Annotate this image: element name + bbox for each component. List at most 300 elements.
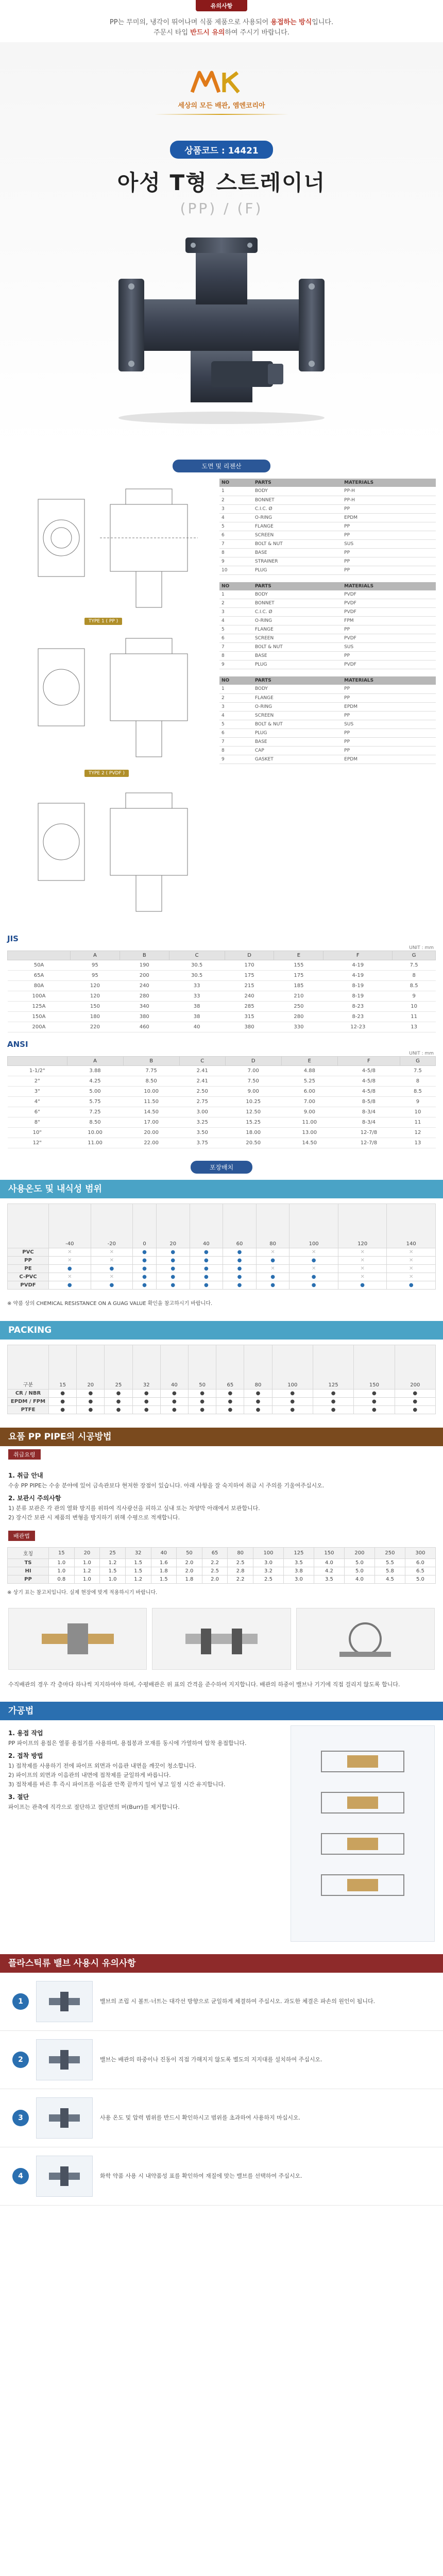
table-row [219,539,436,548]
table-row [8,1559,436,1567]
range-cell: ✕ [387,1273,436,1281]
table-header: A [70,951,120,960]
table-row [8,1248,436,1257]
table-header: 150 [314,1548,344,1559]
table-cell: 280 [274,1012,323,1022]
table-header: 40 [190,1204,223,1248]
table-cell: 3.75 [179,1138,225,1148]
table-row [219,617,436,625]
table-header: 200 [344,1548,374,1559]
table-cell: BASE [253,548,342,557]
table-header: C [169,951,225,960]
table-row [8,1128,436,1138]
table-cell: 14.50 [123,1107,179,1117]
table-cell: 14.50 [281,1138,337,1148]
range-cell: ✕ [387,1248,436,1257]
table-cell: ● [189,1406,216,1414]
table-cell: 6" [8,1107,67,1117]
table-row [219,660,436,669]
table-cell: 11 [393,1012,436,1022]
table-cell: SUS [342,539,436,548]
table-cell: ● [354,1389,395,1398]
method-heading-3: 3. 절단 [8,1793,29,1801]
table-cell: 8-23 [323,1002,393,1012]
table-cell: 8-5/8 [337,1097,400,1107]
table-row [8,1265,436,1273]
product-title: 아성 T형 스트레이너 [117,170,326,195]
table-cell: ● [272,1389,313,1398]
table-cell: EPDM [342,755,436,764]
table-row [8,1087,436,1097]
table-cell: 13 [400,1138,435,1148]
table-cell: BOLT & NUT [253,720,342,728]
slogan: 세상의 모든 배관, 엠엔코리아 [178,102,265,110]
table-cell: 4-5/8 [337,1066,400,1076]
table-header: 200 [395,1345,435,1389]
table-cell: 4-5/8 [337,1087,400,1097]
table-cell: ● [49,1389,77,1398]
table-cell: 38 [169,1002,225,1012]
table-cell: 380 [120,1012,169,1022]
install-paragraph: 2) 장시간 보관 시 제품의 변형을 방지하기 위해 수평으로 적재합니다. [8,1514,180,1521]
table-cell: 2 [219,599,253,608]
table-row [8,1107,436,1117]
table-cell: 11.00 [67,1138,123,1148]
table-cell: 9 [219,755,253,764]
table-cell: ● [160,1398,188,1406]
table-cell: ● [313,1389,353,1398]
table-header: 65 [202,1548,228,1559]
table-cell: 6 [219,634,253,643]
table-row [219,590,436,599]
table-cell: ● [189,1398,216,1406]
table-cell: ● [354,1398,395,1406]
table-cell: BOLT & NUT [253,539,342,548]
table-cell: 2.0 [202,1575,228,1584]
table-cell: 2.50 [179,1087,225,1097]
table-cell: 5 [219,720,253,728]
table-cell: 2.75 [179,1097,225,1107]
range-cell: ● [190,1265,223,1273]
table-row [219,522,436,531]
table-row [219,496,436,504]
table-cell: 180 [70,1012,120,1022]
table-cell: 95 [70,971,120,981]
table-row [219,693,436,702]
table-header: 15 [49,1548,75,1559]
table-header: 250 [374,1548,405,1559]
support-image-3 [296,1608,435,1670]
material-range-header-row [8,1204,436,1248]
table-cell: 2.5 [202,1567,228,1575]
table-cell: PP [342,693,436,702]
table-cell: 18.00 [225,1128,281,1138]
table-row [219,702,436,711]
table-cell: 8-3/4 [337,1107,400,1117]
range-cell: ✕ [387,1265,436,1273]
notice-section [0,0,443,42]
table-cell: 1.0 [49,1567,75,1575]
table-header: NO [219,582,253,590]
packing-table [7,1345,436,1414]
table-header: B [120,951,169,960]
range-cell: ✕ [289,1265,338,1273]
table-cell: FLANGE [253,625,342,634]
precaution-list [0,1973,443,2206]
table-cell: 7.50 [225,1076,281,1087]
table-header: 32 [132,1345,160,1389]
table-cell: 3 [219,702,253,711]
table-cell: 33 [169,991,225,1002]
table-cell: 22.00 [123,1138,179,1148]
ansi-unit: UNIT : mm [409,1051,434,1056]
table-cell: 2.2 [228,1575,253,1584]
packing-header: PACKING [0,1321,443,1340]
table-header: 125 [283,1548,314,1559]
joint-table-body [8,1559,436,1584]
table-cell: 8-19 [323,981,393,991]
table-row [219,557,436,566]
material-name: PVC [8,1248,49,1257]
precaution-text: 사용 온도 및 압력 범위를 반드시 확인하시고 범위를 초과하여 사용하지 마십시오. [100,2114,301,2121]
valve-icon [36,2097,93,2139]
support-image-1 [8,1608,147,1670]
table-row [8,991,436,1002]
pp-pipe-header: 요품 PP PIPE의 시공방법 [0,1428,443,1446]
table-cell: 4 [219,617,253,625]
ansi-table-body [8,1066,436,1148]
table-cell: PP [8,1575,49,1584]
table-cell: PLUG [253,660,342,669]
table-row [8,1076,436,1087]
precaution-number: 4 [12,2168,29,2184]
range-cell: ● [156,1248,190,1257]
table-header: G [393,951,436,960]
table-header: C [179,1057,225,1066]
table-header: 50 [177,1548,202,1559]
table-cell: 10.00 [123,1087,179,1097]
table-cell: 5.0 [344,1559,374,1567]
table-row [8,981,436,991]
ansi-header-row [8,1057,436,1066]
table-row [219,625,436,634]
table-cell: ● [216,1406,244,1414]
table-cell: 3" [8,1087,67,1097]
table-cell: 155 [274,960,323,971]
table-cell: 4.2 [314,1567,344,1575]
range-cell: ✕ [338,1257,387,1265]
table-cell: 2.2 [202,1559,228,1567]
table-cell: 7.75 [123,1066,179,1076]
table-header [8,951,71,960]
notice-line1-b: 입니다. [312,19,334,26]
table-cell: 4-19 [323,960,393,971]
table-cell: 4.0 [344,1575,374,1584]
table-header: MATERIALS [342,479,436,487]
table-cell: 10 [400,1107,435,1117]
table-cell: 8-3/4 [337,1117,400,1128]
table-cell: PVDF [342,599,436,608]
table-cell: PP [342,728,436,737]
table-cell: 30.5 [169,971,225,981]
range-cell: ✕ [256,1248,289,1257]
range-cell: ● [387,1281,436,1290]
table-cell: 215 [225,981,274,991]
precaution-number: 3 [12,2110,29,2126]
table-cell: PP [342,685,436,693]
notice-line2-emphasis: 반드시 유의 [190,29,225,37]
notice-line1-a: PP는 무미의, 냉각이 뛰어나며 식품 제품으로 사용되어 [109,19,271,26]
support-images [0,1603,443,1675]
table-cell: 340 [120,1002,169,1012]
table-cell: 10 [393,1002,436,1012]
range-cell: ● [133,1248,157,1257]
product-code-badge: 상품코드 : 14421 [170,141,273,159]
table-cell: C.I.C. Ø [253,504,342,513]
table-cell: 2 [219,693,253,702]
range-cell: ● [289,1273,338,1281]
table-cell: 9.00 [281,1107,337,1117]
table-cell: 175 [274,971,323,981]
table-cell: 285 [225,1002,274,1012]
method-illustration [291,1725,435,1942]
table-cell: 9 [393,991,436,1002]
table-row [8,1281,436,1290]
table-cell: 8 [219,548,253,557]
table-cell: 220 [70,1022,120,1032]
table-cell: 65A [8,971,71,981]
table-cell: 15.25 [225,1117,281,1128]
table-cell: 1.5 [125,1567,151,1575]
table-cell: 8 [219,652,253,660]
table-cell: ● [272,1398,313,1406]
precaution-text: 밸브는 배관의 하중이나 진동이 직접 가해지지 않도록 별도의 지지대를 설치하여 주십시오. [100,2056,322,2063]
table-cell: 1.0 [100,1575,126,1584]
table-cell: 10.25 [225,1097,281,1107]
table-cell: 8" [8,1117,67,1128]
table-cell: O-RING [253,513,342,522]
parts-table-1-body [219,487,436,574]
table-row [219,566,436,574]
table-header: F [323,951,393,960]
table-cell: 8.50 [67,1117,123,1128]
table-cell: FLANGE [253,693,342,702]
table-cell: 4.5 [374,1575,405,1584]
table-row [8,1567,436,1575]
table-header: MATERIALS [342,582,436,590]
table-cell: PP [342,711,436,720]
table-cell: 5.0 [344,1567,374,1575]
table-header: 25 [100,1548,126,1559]
precaution-item [0,2031,443,2089]
method-paragraph: 1) 접착제를 사용하기 전에 파이프 외면과 이음관 내면을 깨끗이 청소합니다. [8,1762,197,1769]
table-cell: 8 [219,746,253,755]
table-row [8,1097,436,1107]
table-cell: BONNET [253,496,342,504]
table-header: 32 [125,1548,151,1559]
table-cell: 7.5 [393,960,436,971]
range-cell: ✕ [256,1265,289,1273]
table-cell: ● [132,1398,160,1406]
table-cell: 3.88 [67,1066,123,1076]
table-cell: C.I.C. Ø [253,608,342,617]
range-cell: ● [91,1265,133,1273]
precaution-number: 2 [12,2052,29,2068]
table-cell: 1.5 [125,1559,151,1567]
table-cell: 8-23 [323,1012,393,1022]
table-cell: 4.88 [281,1066,337,1076]
table-cell: 10.00 [67,1128,123,1138]
valve-icon [36,1981,93,2022]
precaution-text: 밸브의 조립 시 볼트·너트는 대각선 방향으로 균일하게 체결하여 주십시오. 과도한 체결은 파손의 원인이 됩니다. [100,1998,376,2005]
table-cell: 7 [219,539,253,548]
table-cell: 9 [219,557,253,566]
table-header: 0 [133,1204,157,1248]
range-cell: ● [289,1281,338,1290]
drawing-label-pvdf: TYPE 2 ( PVDF ) [84,770,129,777]
table-cell: O-RING [253,702,342,711]
table-cell: 2.41 [179,1066,225,1076]
joint-header-row [8,1548,436,1559]
range-cell: ✕ [289,1248,338,1257]
table-cell: FLANGE [253,522,342,531]
table-cell: 1.6 [151,1559,177,1567]
jis-table [7,951,436,1032]
range-cell: ● [133,1257,157,1265]
joint-note: ※ 상기 표는 참고치입니다. 실제 현장에 맞게 적용하시기 바랍니다. [7,1590,158,1596]
table-cell: ● [160,1406,188,1414]
table-cell: 8-19 [323,991,393,1002]
table-row [219,599,436,608]
table-row [8,1012,436,1022]
table-header: 구분 [8,1345,49,1389]
table-header: PARTS [253,479,342,487]
range-cell: ● [190,1257,223,1265]
table-cell: BODY [253,487,342,496]
material-range-header: 사용온도 및 내식성 범위 [0,1180,443,1198]
table-header: PARTS [253,582,342,590]
table-cell: 13.00 [281,1128,337,1138]
table-row [8,1273,436,1281]
table-cell: 460 [120,1022,169,1032]
table-cell: 12-7/8 [337,1128,400,1138]
table-cell: PLUG [253,566,342,574]
range-cell: ● [289,1257,338,1265]
table-header: F [337,1057,400,1066]
range-cell: ● [256,1281,289,1290]
table-cell: PP-H [342,487,436,496]
table-header: 80 [256,1204,289,1248]
table-cell: 1.8 [151,1567,177,1575]
table-cell: 3.00 [179,1107,225,1117]
product-image [88,227,355,433]
table-cell: 120 [70,981,120,991]
table-cell: PLUG [253,728,342,737]
table-row [8,1002,436,1012]
parts-table-3 [219,676,436,764]
table-cell: 7 [219,643,253,652]
method-header: 가공법 [0,1702,443,1720]
table-cell: 1.2 [125,1575,151,1584]
table-row [219,652,436,660]
range-cell: ● [190,1248,223,1257]
table-row [219,548,436,557]
table-cell: 13 [393,1022,436,1032]
notice-line2-b: 하여 주시기 바랍니다. [225,29,289,37]
table-row [8,1117,436,1128]
range-cell: ● [133,1281,157,1290]
table-cell: 11.00 [281,1117,337,1128]
table-cell: PP [342,737,436,746]
table-cell: ● [132,1389,160,1398]
table-header: -40 [49,1204,91,1248]
table-cell: 6.00 [281,1087,337,1097]
table-cell: 1.5 [100,1567,126,1575]
table-cell: 10" [8,1128,67,1138]
table-cell: 4-5/8 [337,1076,400,1087]
table-row [219,720,436,728]
table-cell: 1.0 [49,1559,75,1567]
table-cell: 5.0 [405,1575,435,1584]
table-cell: 4" [8,1097,67,1107]
range-cell: ● [223,1273,257,1281]
notice-line2-a: 주문시 타입 [154,29,191,37]
table-cell: CR / NBR [8,1389,49,1398]
table-cell: SUS [342,720,436,728]
table-cell: CAP [253,746,342,755]
table-cell: 2.0 [177,1559,202,1567]
table-cell: 5 [219,625,253,634]
table-cell: 7.5 [400,1066,435,1076]
table-cell: 185 [274,981,323,991]
table-cell: PP-H [342,496,436,504]
table-cell: 50A [8,960,71,971]
table-cell: ● [105,1389,132,1398]
table-cell: 2.5 [253,1575,284,1584]
table-row [8,1389,436,1398]
jis-label: JIS [7,934,19,943]
table-header: 65 [216,1345,244,1389]
table-cell: 2.8 [228,1567,253,1575]
table-cell: 240 [225,991,274,1002]
table-header: D [225,951,274,960]
drawing-area [0,479,443,927]
table-cell: 4.25 [67,1076,123,1087]
table-cell: 1.2 [100,1559,126,1567]
range-cell: ● [256,1257,289,1265]
table-cell: 240 [120,981,169,991]
table-cell: ● [132,1406,160,1414]
notice-line1-emphasis: 용접하는 방식 [270,19,312,26]
table-cell: 5.75 [67,1097,123,1107]
range-cell: ✕ [49,1257,91,1265]
material-range-table [7,1204,436,1290]
table-cell: 2 [219,496,253,504]
table-row [219,643,436,652]
material-name: C-PVC [8,1273,49,1281]
table-cell: 4.0 [314,1559,344,1567]
table-cell: BODY [253,590,342,599]
table-row [8,960,436,971]
product-subtitle: (PP) / (F) [180,200,263,217]
table-row [8,1257,436,1265]
precaution-number: 1 [12,1993,29,2010]
method-heading-1: 1. 용접 작업 [8,1730,43,1737]
table-cell: 6.5 [405,1567,435,1575]
table-cell: 4-19 [323,971,393,981]
packing-table-body [8,1389,436,1414]
table-row [219,711,436,720]
